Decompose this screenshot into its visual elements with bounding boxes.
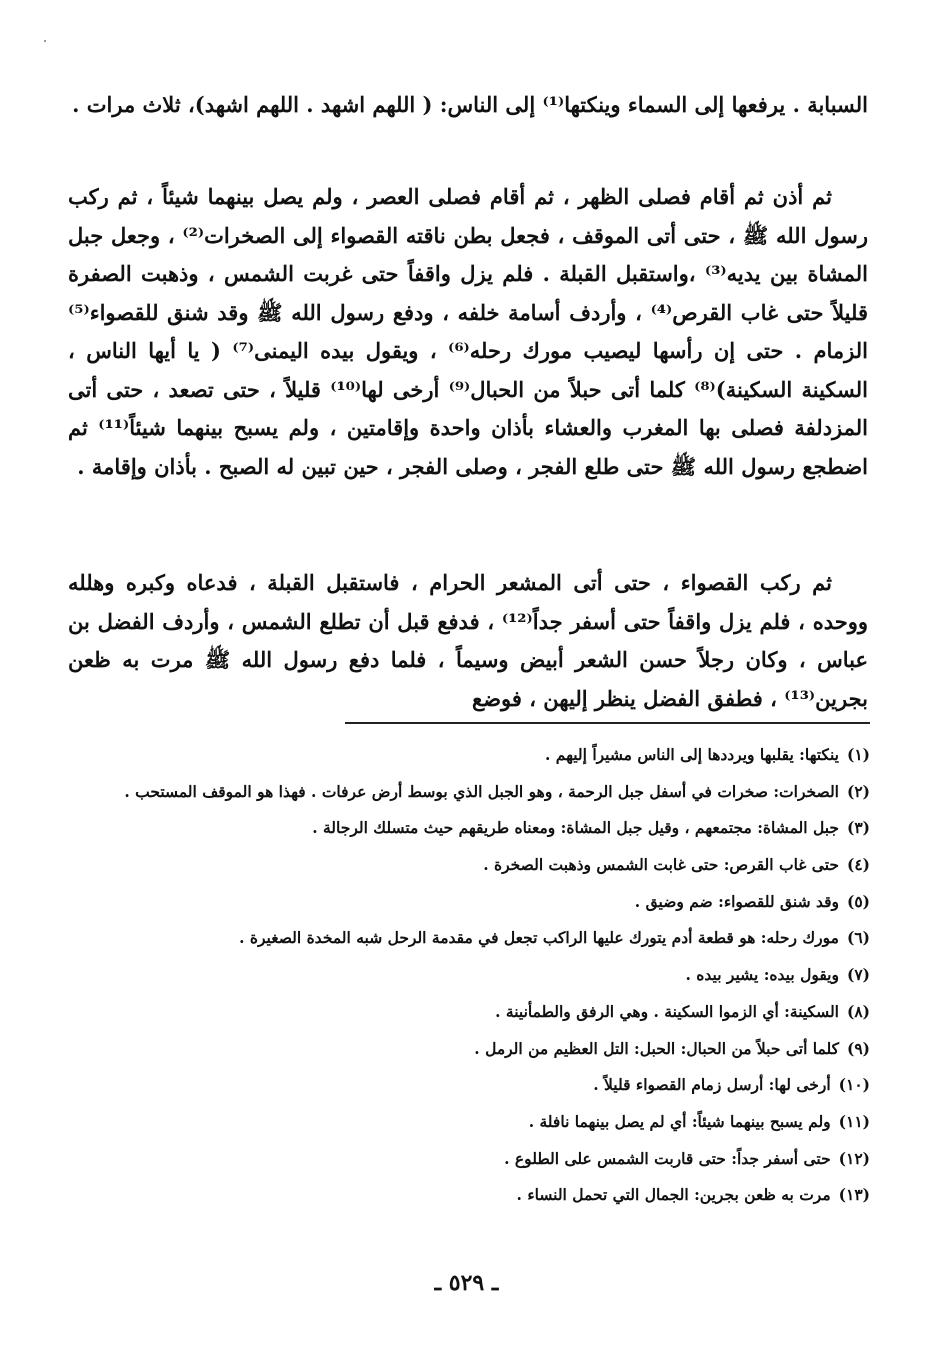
- footnote-number: (١٢): [838, 1148, 870, 1168]
- paragraph-text: ثم أذن ثم أقام فصلى الظهر ، ثم أقام فصلى العصر ، ولم يصل بينهما شيئاً ، ثم ركب رسول الله ﷺ ، حتى أتى الموقف ، فجعل بطن ناقته القصواء إلى الصخرات⁽²⁾ ، وجعل جبل المشاة بين يديه⁽³⁾ ،واستقبل القبلة . فلم يزل واقفاً حتى غربت الشمس ، وذهبت الصفرة قليلاً حتى غاب القرص⁽⁴⁾ ، وأردف أسامة خلفه ، ودفع رسول الله ﷺ وقد شنق للقصواء⁽⁵⁾ الزمام . حتى إن رأسها ليصيب مورك رحله⁽⁶⁾ ، ويقول بيده اليمنى⁽⁷⁾ ( يا أيها الناس ، السكينة السكينة)⁽⁸⁾ كلما أتى حبلاً من الحبال⁽⁹⁾ أرخى لها⁽¹⁰⁾ قليلاً ، حتى تصعد ، حتى أتى المزدلفة فصلى بها المغرب والعشاء بأذان واحدة وإقامتين ، ولم يسبح بينهما شيئاً⁽¹¹⁾ ثم اضطجع رسول الله ﷺ حتى طلع الفجر ، وصلى الفجر ، حين تبين له الصبح . بأذان وإقامة .: [68, 184, 869, 479]
- footnote-number: (٢): [846, 781, 870, 801]
- footnote-item: [90, 852, 870, 878]
- margin-speck: [44, 40, 46, 42]
- footnote-item: [90, 815, 870, 841]
- body-paragraph-3: [68, 564, 868, 718]
- footnote-number: (٧): [846, 965, 870, 985]
- footnote-number: (٨): [846, 1001, 870, 1021]
- footnote-item: [90, 1072, 870, 1098]
- footnote-item: [90, 779, 870, 805]
- footnote-number: (١٠): [838, 1075, 870, 1095]
- body-paragraph-1: [68, 86, 868, 125]
- footnote-divider: [345, 722, 870, 724]
- footnotes-list: [90, 742, 870, 1219]
- footnote-number: (٣): [846, 818, 870, 838]
- body-paragraph-2: [68, 178, 868, 486]
- page-number: ـ ٥٢٩ ـ: [434, 1270, 499, 1296]
- footnote-text: حتى غاب القرص: حتى غابت الشمس وذهبت الصخرة .: [483, 855, 839, 875]
- footnote-text: ولم يسبح بينهما شيئاً: أي لم يصل بينهما نافلة .: [528, 1111, 831, 1131]
- footnote-number: (٩): [846, 1038, 870, 1058]
- footnote-text: وقد شنق للقصواء: ضم وضيق .: [634, 891, 839, 911]
- footnote-text: ينكتها: يقلبها ويرددها إلى الناس مشيراً إليهم .: [544, 745, 839, 764]
- paragraph-text: السبابة . يرفعها إلى السماء وينكتها⁽¹⁾ إلى الناس: ( اللهم اشهد . اللهم اشهد)، ثلاث مرات .: [72, 92, 868, 117]
- footnote-item: [90, 999, 870, 1025]
- footnote-text: مورك رحله: هو قطعة أدم يتورك عليها الراكب تجعل في مقدمة الرحل شبه المخدة الصغيرة .: [239, 928, 839, 948]
- footnote-item: [90, 1109, 870, 1135]
- paragraph-text: ثم ركب القصواء ، حتى أتى المشعر الحرام ، فاستقبل القبلة ، فدعاه وكبره وهلله ووحده ، فلم يزل واقفاً حتى أسفر جداً⁽¹²⁾ ، فدفع قبل أن تطلع الشمس ، وأردف الفضل بن عباس ، وكان رجلاً حسن الشعر أبيض وسيماً ، فلما دفع رسول الله ﷺ مرت به ظعن بجرين⁽¹³⁾ ، فطفق الفضل ينظر إليهن ، فوضع: [68, 570, 868, 711]
- footnote-text: السكينة: أي الزموا السكينة . وهي الرفق والطمأنينة .: [495, 1001, 839, 1021]
- footnote-number: (٤): [846, 855, 870, 875]
- footnote-text: كلما أتى حبلاً من الحبال: الحبل: التل العظيم من الرمل .: [474, 1038, 839, 1058]
- footnote-text: حتى أسفر جداً: حتى قاربت الشمس على الطلوع .: [504, 1148, 831, 1168]
- footnote-number: (١١): [838, 1111, 870, 1131]
- footnote-number: (٥): [846, 891, 870, 911]
- footnote-number: (٦): [846, 928, 870, 948]
- footnote-text: ويقول بيده: يشير بيده .: [685, 965, 839, 985]
- footnote-item: [90, 962, 870, 988]
- footnote-text: مرت به ظعن بجرين: الجمال التي تحمل النساء .: [516, 1185, 831, 1205]
- footnote-text: أرخى لها: أرسل زمام القصواء قليلاً .: [593, 1075, 831, 1095]
- footnote-text: جبل المشاة: مجتمعهم ، وقيل جبل المشاة: ومعناه طريقهم حيث متسلك الرجالة .: [312, 818, 839, 838]
- footnote-item: [90, 1036, 870, 1062]
- footnote-item: [90, 1146, 870, 1172]
- footnote-number: (١٣): [838, 1185, 870, 1205]
- footnote-item: [90, 742, 870, 768]
- footnote-item: [90, 1182, 870, 1208]
- footnote-number: (١): [846, 745, 870, 764]
- footnote-item: [90, 925, 870, 951]
- footnote-text: الصخرات: صخرات في أسفل جبل الرحمة ، وهو الجبل الذي بوسط أرض عرفات . فهذا هو الموقف المستحب .: [124, 781, 839, 801]
- footnote-item: [90, 889, 870, 915]
